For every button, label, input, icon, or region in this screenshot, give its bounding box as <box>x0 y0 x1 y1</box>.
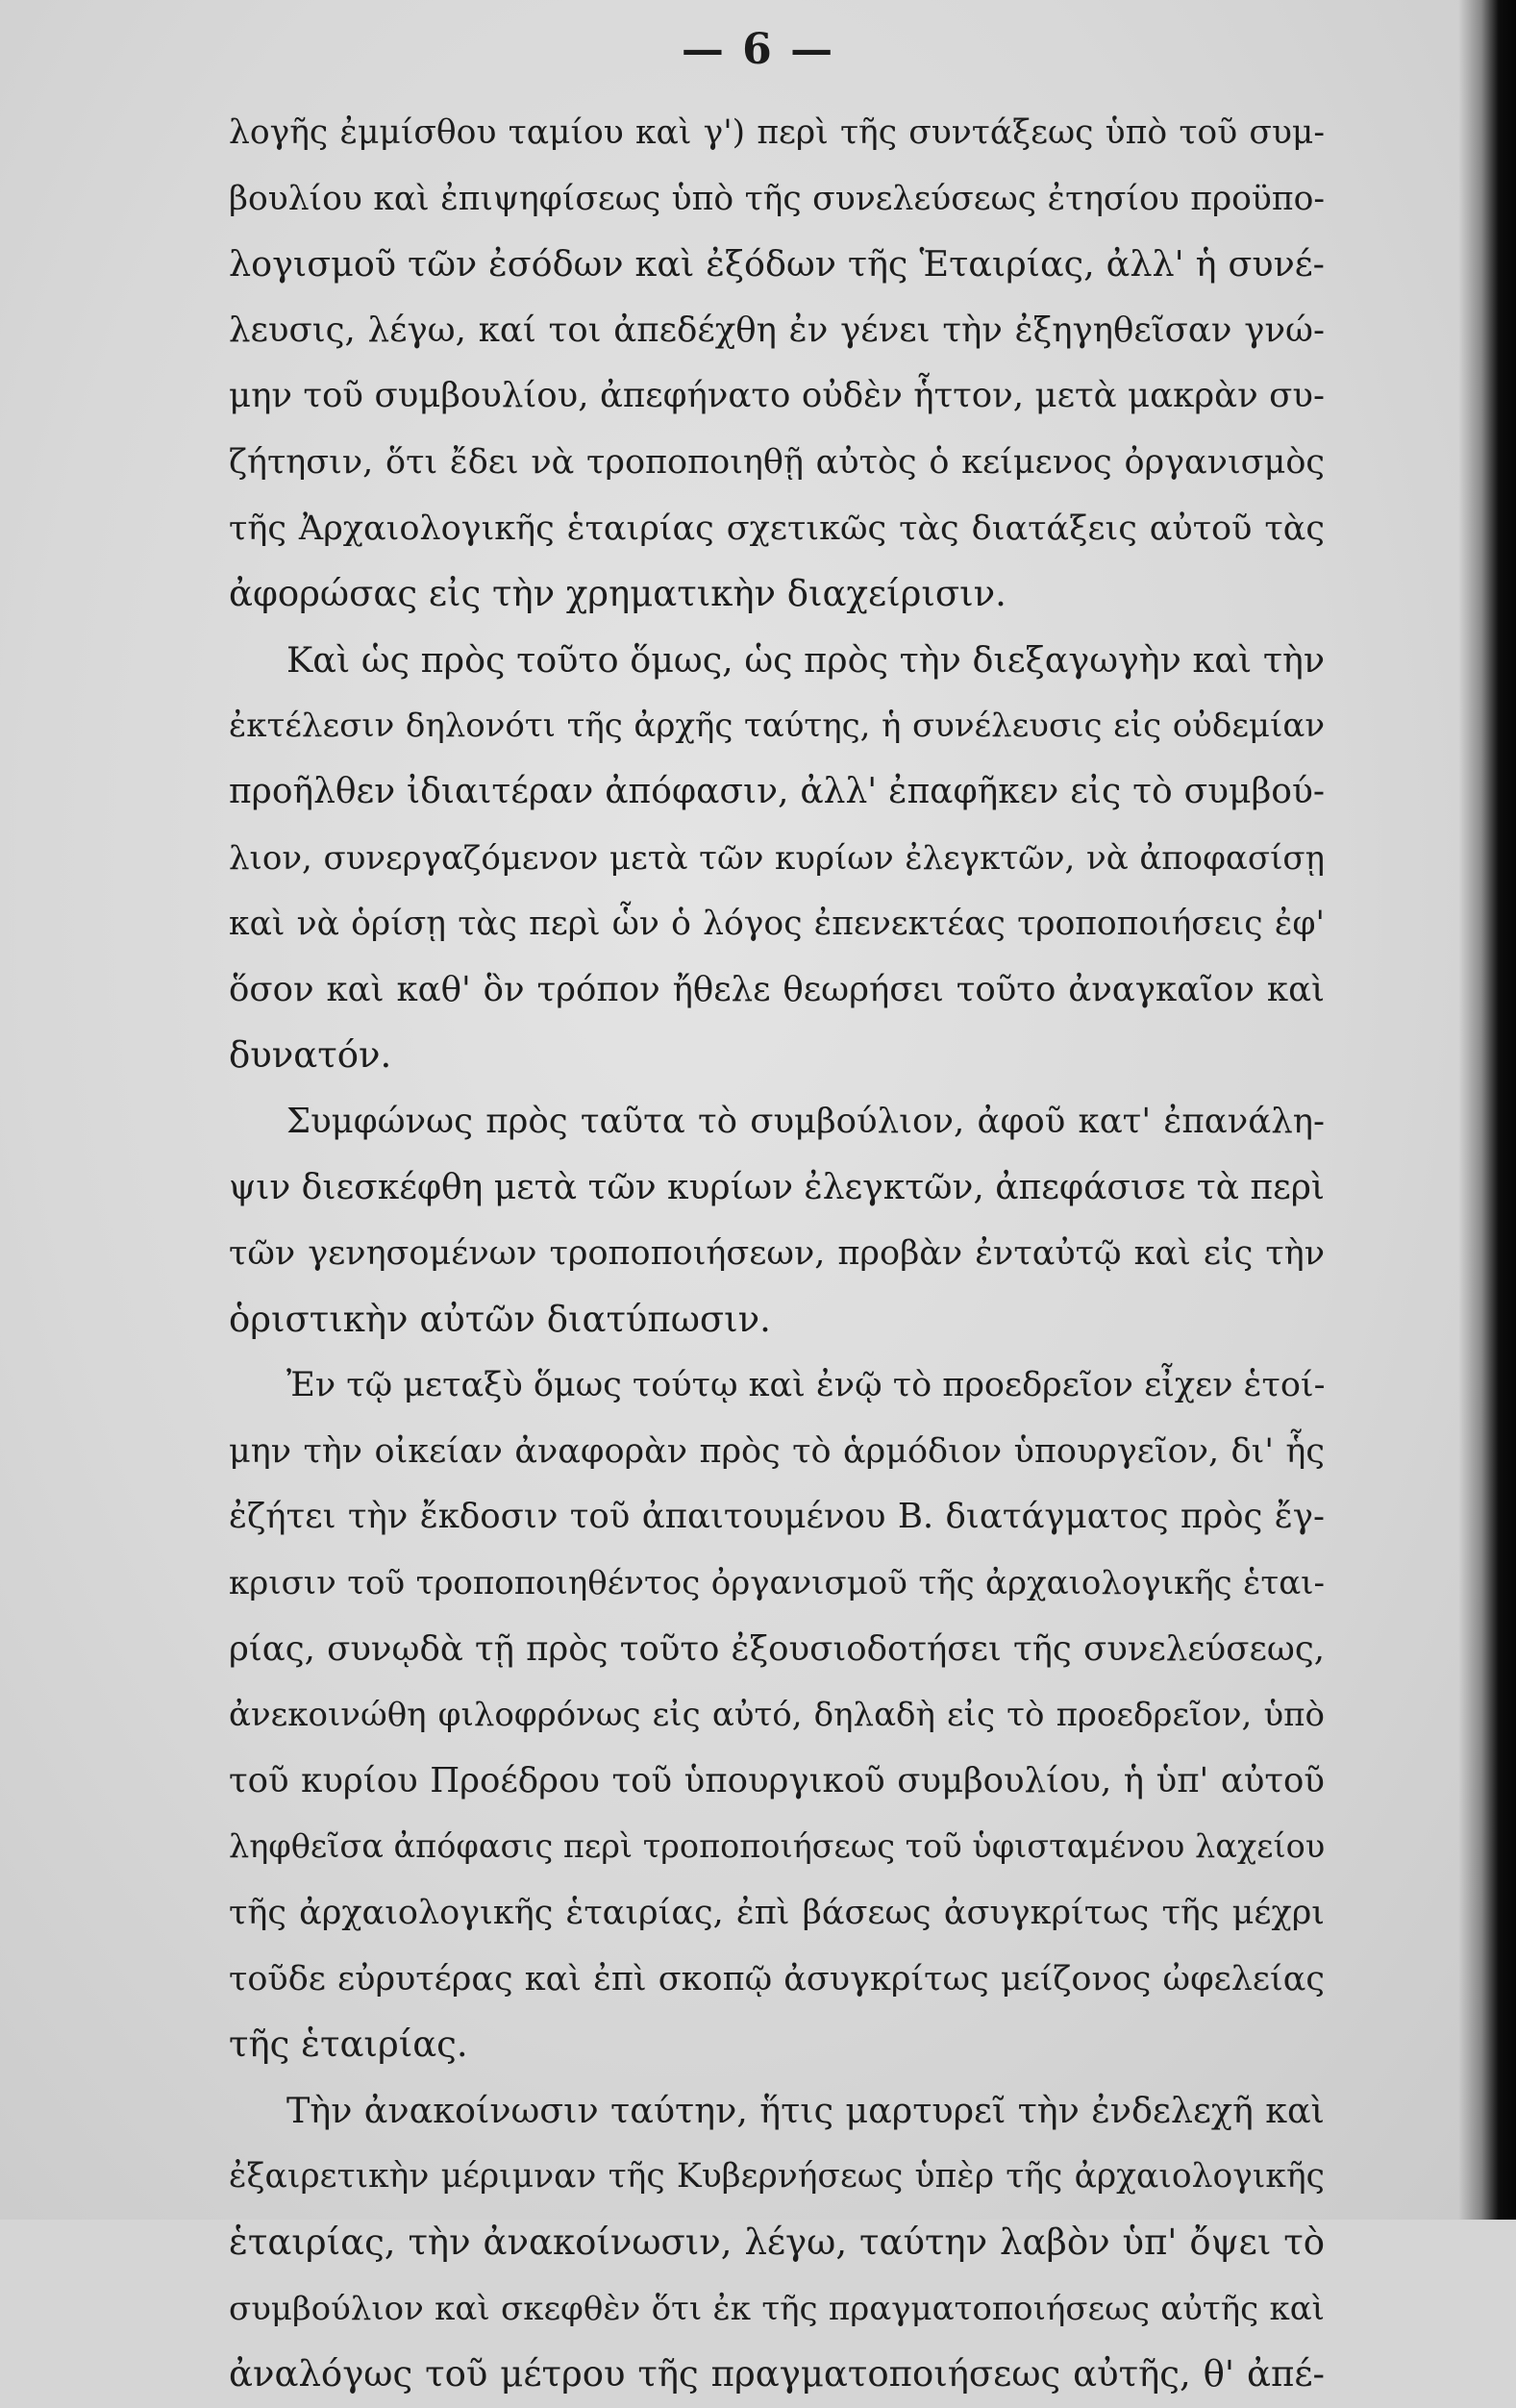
text-line: ἐξαιρετικὴν μέριμναν τῆς Κυβερνήσεως ὑπὲρ τῆς ἀρχαιολογικῆς <box>229 2157 1325 2197</box>
text-line: Τὴν ἀνακοίνωσιν ταύτην, ἥτις μαρτυρεῖ τὴν ἐνδελεχῆ καὶ <box>286 2089 1325 2131</box>
text-line: τῶν γενησομένων τροποποιήσεων, προβὰν ἐνταὐτῷ καὶ εἰς τὴν <box>229 1234 1325 1274</box>
text-line: ληφθεῖσα ἀπόφασις περὶ τροποποιήσεως τοῦ ὑφισταμένου λαχείου <box>229 1827 1326 1866</box>
text-line: καὶ νὰ ὁρίσῃ τὰς περὶ ὧν ὁ λόγος ἐπενεκτέας τροποποιήσεις ἐφ' <box>229 905 1325 944</box>
text-line: Καὶ ὡς πρὸς τοῦτο ὅμως, ὡς πρὸς τὴν διεξαγωγὴν καὶ τὴν <box>286 638 1326 681</box>
text-line: βουλίου καὶ ἐπιψηφίσεως ὑπὸ τῆς συνελεύσεως ἐτησίου προϋπο- <box>229 179 1325 218</box>
text-line: προῆλθεν ἰδιαιτέραν ἀπόφασιν, ἀλλ' ἐπαφῆκεν εἰς τὸ συμβού- <box>229 771 1325 811</box>
text-line: ἀναλόγως τοῦ μέτρου τῆς πραγματοποιήσεως αὐτῆς, θ' ἀπέ- <box>229 2353 1325 2396</box>
body-text <box>229 100 1325 2408</box>
text-line: λογῆς ἐμμίσθου ταμίου καὶ γ') περὶ τῆς συντάξεως ὑπὸ τοῦ συμ- <box>229 113 1325 152</box>
text-line: δυνατόν. <box>229 1034 392 1077</box>
text-line: τῆς Ἀρχαιολογικῆς ἑταιρίας σχετικῶς τὰς διατάξεις αὐτοῦ τὰς <box>229 509 1325 548</box>
text-line: ἀφορώσας εἰς τὴν χρηματικὴν διαχείρισιν. <box>229 573 1007 615</box>
text-line: τοῦδε εὐρυτέρας καὶ ἐπὶ σκοπῷ ἀσυγκρίτως μείζονος ὠφελείας <box>229 1959 1325 1998</box>
text-line: συμβούλιον καὶ σκεφθὲν ὅτι ἐκ τῆς πραγματοποιήσεως αὐτῆς καὶ <box>229 2289 1325 2328</box>
book-spine-shadow <box>1458 0 1516 2220</box>
text-line: Ἐν τῷ μεταξὺ ὅμως τούτῳ καὶ ἐνῷ τὸ προεδρεῖον εἶχεν ἑτοί- <box>286 1366 1326 1405</box>
page-number: — 6 — <box>681 25 835 74</box>
text-line: τῆς ἀρχαιολογικῆς ἑταιρίας, ἐπὶ βάσεως ἀσυγκρίτως τῆς μέχρι <box>229 1894 1325 1933</box>
text-line: ἀνεκοινώθη φιλοφρόνως εἰς αὐτό, δηλαδὴ εἰς τὸ προεδρεῖον, ὑπὸ <box>229 1696 1325 1735</box>
text-line: κρισιν τοῦ τροποποιηθέντος ὀργανισμοῦ τῆς ἀρχαιολογικῆς ἑται- <box>229 1564 1325 1603</box>
text-line: ὁριστικὴν αὐτῶν διατύπωσιν. <box>229 1298 771 1340</box>
text-line: μην τοῦ συμβουλίου, ἀπεφήνατο οὐδὲν ἧττον, μετὰ μακρὰν συ- <box>229 376 1325 416</box>
text-line: μην τὴν οἰκείαν ἀναφορὰν πρὸς τὸ ἁρμόδιον ὑπουργεῖον, δι' ἧς <box>229 1431 1325 1471</box>
text-line: τῆς ἑταιρίας. <box>229 2023 468 2066</box>
text-line: λογισμοῦ τῶν ἐσόδων καὶ ἐξόδων τῆς Ἑταιρίας, ἀλλ' ἡ συνέ- <box>229 243 1325 285</box>
text-line: ψιν διεσκέφθη μετὰ τῶν κυρίων ἐλεγκτῶν, ἀπεφάσισε τὰ περὶ <box>229 1167 1325 1207</box>
text-line: ζήτησιν, ὅτι ἔδει νὰ τροποποιηθῇ αὐτὸς ὁ κείμενος ὀργανισμὸς <box>229 442 1325 482</box>
text-line: Συμφώνως πρὸς ταῦτα τὸ συμβούλιον, ἀφοῦ κατ' ἐπανάλη- <box>286 1101 1325 1141</box>
text-line: ἐκτέλεσιν δηλονότι τῆς ἀρχῆς ταύτης, ἡ συνέλευσις εἰς οὐδεμίαν <box>229 707 1325 746</box>
text-line: λιον, συνεργαζόμενον μετὰ τῶν κυρίων ἐλεγκτῶν, νὰ ἀποφασίσῃ <box>229 838 1325 878</box>
text-line: ρίας, συνῳδὰ τῇ πρὸς τοῦτο ἐξουσιοδοτήσει τῆς συνελεύσεως, <box>229 1628 1325 1669</box>
text-line: ἑταιρίας, τὴν ἀνακοίνωσιν, λέγω, ταύτην λαβὸν ὑπ' ὄψει τὸ <box>229 2222 1325 2263</box>
text-line: τοῦ κυρίου Προέδρου τοῦ ὑπουργικοῦ συμβουλίου, ἡ ὑπ' αὐτοῦ <box>229 1760 1325 1800</box>
text-line: ἐζήτει τὴν ἔκδοσιν τοῦ ἀπαιτουμένου Β. διατάγματος πρὸς ἔγ- <box>229 1497 1325 1537</box>
text-line: λευσις, λέγω, καί τοι ἀπεδέχθη ἐν γένει τὴν ἐξηγηθεῖσαν γνώ- <box>229 310 1325 350</box>
text-line: ὅσον καὶ καθ' ὃν τρόπον ἤθελε θεωρήσει τοῦτο ἀναγκαῖον καὶ <box>229 969 1325 1009</box>
